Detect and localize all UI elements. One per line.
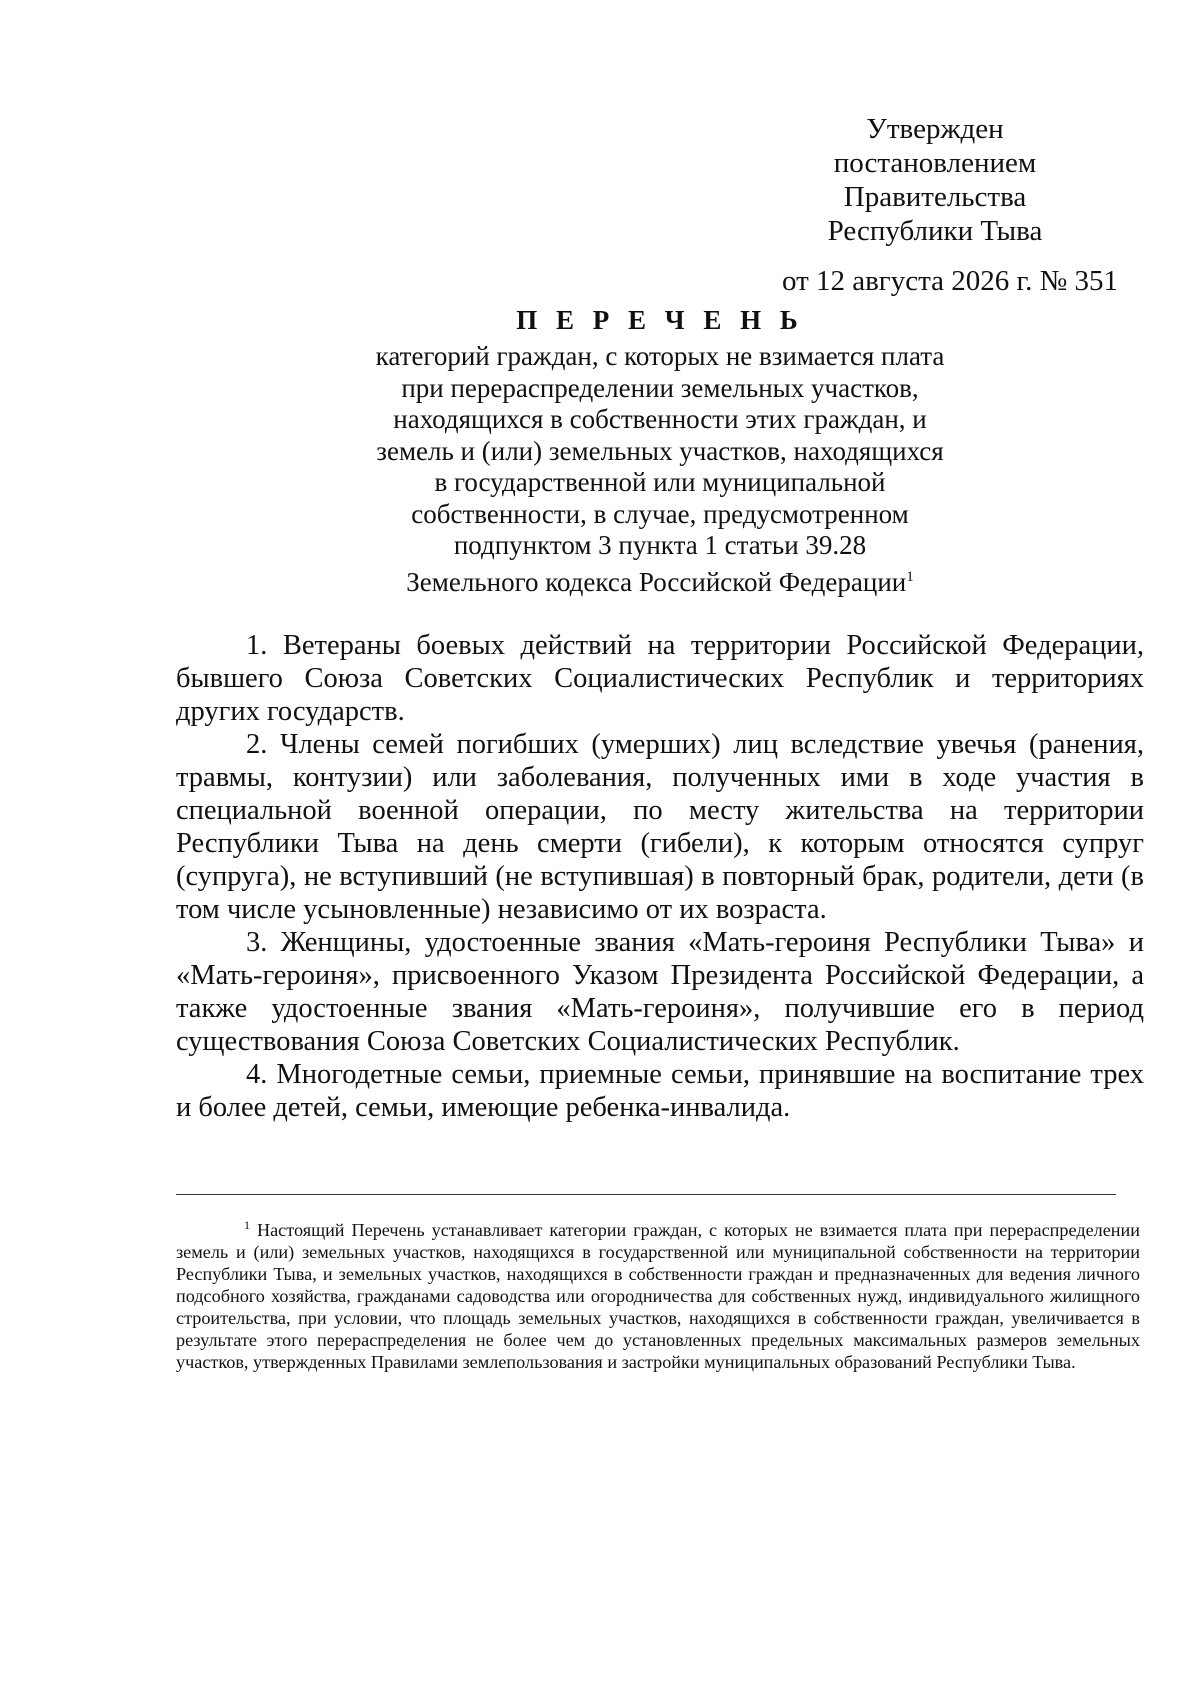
approval-date: от 12 августа 2026 г. № 351 bbox=[781, 265, 1119, 297]
category-list bbox=[176, 629, 1144, 1124]
document-title: П Е Р Е Ч Е Н Ь bbox=[516, 305, 804, 335]
subtitle-line: в государственной или муниципальной bbox=[434, 467, 886, 497]
footnote-text: Настоящий Перечень устанавливает категории граждан, с которых не взимается плата при перераспределении земель и (или) земельных участков, находящихся в государственной или муниципальной собственности на территории Республики Тыва, и земельных участков, находящихся в собственности граждан и предназначенных для ведения личного подсобного хозяйства, гражданами садоводства или огородничества для собственных нужд, индивидуального жилищного строительства, при условии, что площадь земельных участков, находящихся в собственности граждан, увеличивается в результате этого перераспределения не более чем до установленных предельных максимальных размеров земельных участков, утвержденных Правилами землепользования и застройки муниципальных образований Республики Тыва. bbox=[176, 1220, 1140, 1373]
list-item: 4. Многодетные семьи, приемные семьи, принявшие на воспитание трех и более детей, семьи, имеющие ребенка-инвалида. bbox=[176, 1059, 1144, 1123]
approval-line-decree: постановлением Правительства bbox=[833, 147, 1037, 213]
document-subtitle bbox=[300, 341, 1020, 598]
list-item: 2. Члены семей погибших (умерших) лиц вследствие увечья (ранения, травмы, контузии) или заболевания, полученных ими в ходе участия в специальной военной операции, по месту жительства на территории Республики Тыва на день смерти (гибели), к которым относятся супруг (супруга), не вступивший (не вступившая) в повторный брак, родители, дети (в том числе усыновленные) независимо от их возраста. bbox=[176, 729, 1144, 925]
footnote-reference: 1 bbox=[906, 568, 914, 585]
subtitle-line-last bbox=[300, 562, 1020, 599]
list-item: 1. Ветераны боевых действий на территории Российской Федерации, бывшего Союза Советских Социалистических Республик и территориях других государств. bbox=[176, 630, 1144, 727]
subtitle-line: земель и (или) земельных участков, находящихся bbox=[376, 435, 944, 466]
footnote bbox=[176, 1214, 1140, 1373]
subtitle-line-text: Земельного кодекса Российской Федерации bbox=[406, 566, 907, 597]
approval-stamp bbox=[745, 112, 1125, 298]
approval-line-republic: Республики Тыва bbox=[827, 215, 1043, 247]
subtitle-line: при перераспределении земельных участков, bbox=[401, 372, 919, 403]
subtitle-line: подпунктом 3 пункта 1 статьи 39.28 bbox=[453, 530, 867, 560]
list-item: 3. Женщины, удостоенные звания «Мать-героиня Республики Тыва» и «Мать-героиня», присвоенного Указом Президента Российской Федерации, а также удостоенные звания «Мать-героиня», получившие его в период существования Союза Советских Социалистических Республик. bbox=[176, 927, 1144, 1057]
subtitle-line: находящихся в собственности этих граждан, и bbox=[393, 404, 927, 434]
subtitle-line: категорий граждан, с которых не взимается плата bbox=[375, 341, 945, 371]
document-heading bbox=[300, 303, 1020, 598]
footnote-divider bbox=[176, 1194, 1116, 1195]
footnote-mark: 1 bbox=[244, 1218, 250, 1232]
approval-line-approved: Утвержден bbox=[866, 113, 1004, 145]
subtitle-line: собственности, в случае, предусмотренном bbox=[411, 498, 909, 529]
